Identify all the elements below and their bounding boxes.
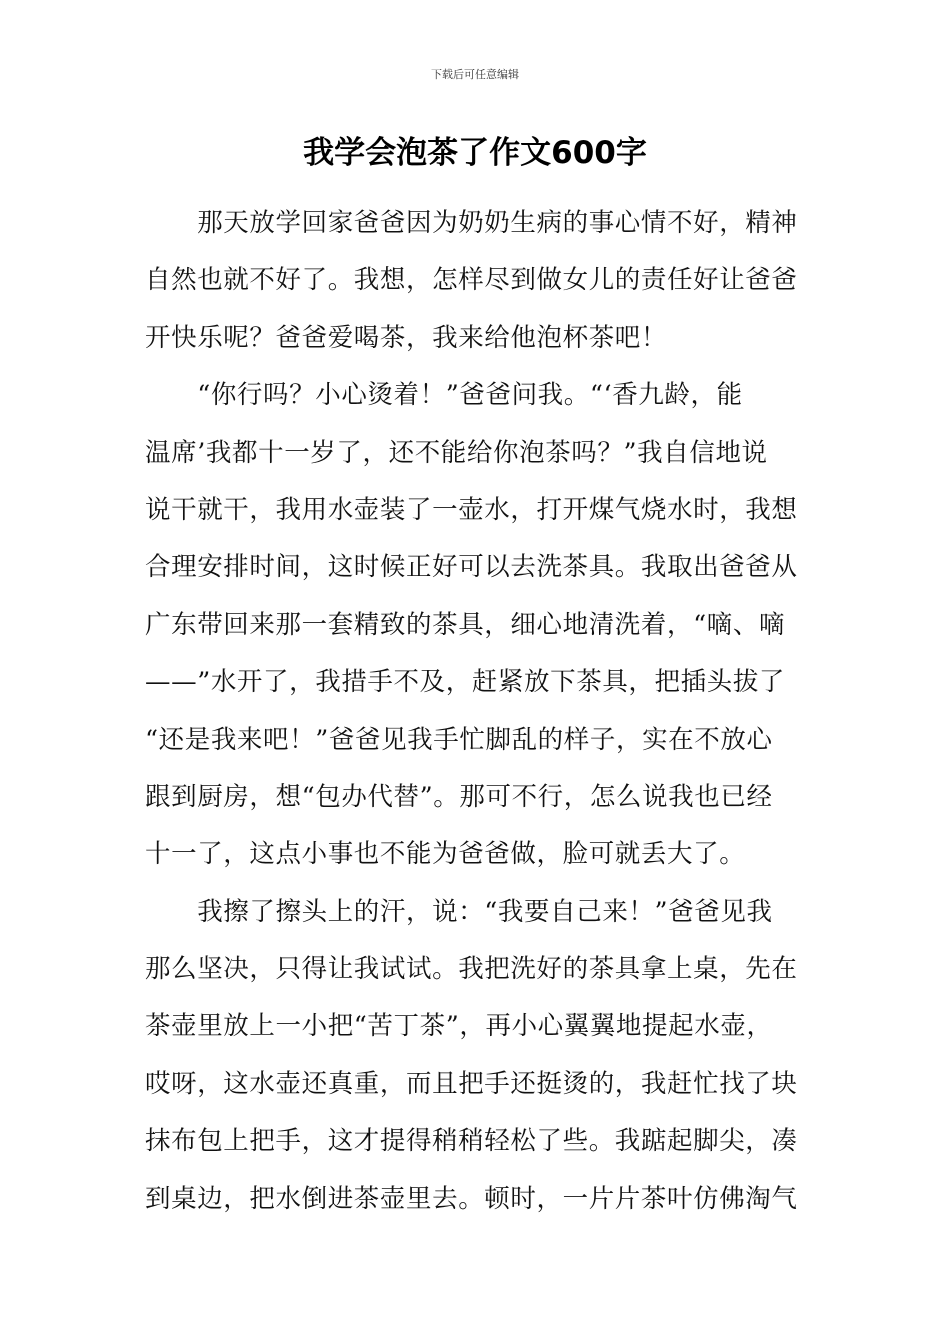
text-line: 我擦了擦头上的汗，说：“我要自己来！”爸爸见我 xyxy=(145,896,773,927)
text-line: 哎呀，这水壶还真重，而且把手还挺烫的，我赶忙找了块 xyxy=(145,1068,798,1099)
text-line: “你行吗？小心烫着！”爸爸问我。“‘香九龄，能 xyxy=(145,380,743,411)
document-body xyxy=(145,195,807,1228)
text-line: 合理安排时间，这时候正好可以去洗茶具。我取出爸爸从 xyxy=(145,552,798,583)
text-line: 十一了，这点小事也不能为爸爸做，脸可就丢大了。 xyxy=(145,839,746,870)
text-line: 那天放学回家爸爸因为奶奶生病的事心情不好，精神 xyxy=(145,208,798,238)
header-note: 下载后可任意编辑 xyxy=(431,68,519,81)
document-title: 我学会泡茶了作文600字 xyxy=(303,135,647,171)
text-line: 说干就干，我用水壶装了一壶水，打开煤气烧水时，我想 xyxy=(145,494,798,525)
text-line: 温席’我都十一岁了，还不能给你泡茶吗？”我自信地说 xyxy=(145,437,768,468)
text-line: ——”水开了，我措手不及，赶紧放下茶具，把插头拔了 xyxy=(145,667,786,698)
text-line: “还是我来吧！”爸爸见我手忙脚乱的样子，实在不放心 xyxy=(145,724,773,755)
text-line: 自然也就不好了。我想，怎样尽到做女儿的责任好让爸爸 xyxy=(145,265,798,296)
text-line: 抹布包上把手，这才提得稍稍轻松了些。我踮起脚尖，凑 xyxy=(145,1126,798,1157)
text-line: 那么坚决，只得让我试试。我把洗好的茶具拿上桌，先在 xyxy=(145,954,798,985)
text-line: 开快乐呢？爸爸爱喝茶，我来给他泡杯茶吧！ xyxy=(145,322,668,353)
text-line: 到桌边，把水倒进茶壶里去。顿时，一片片茶叶仿佛淘气 xyxy=(145,1183,798,1214)
text-line: 跟到厨房，想“包办代替”。那可不行，怎么说我也已经 xyxy=(145,781,773,812)
text-line: 广东带回来那一套精致的茶具，细心地清洗着，“嘀、嘀 xyxy=(145,609,786,640)
text-line: 茶壶里放上一小把“苦丁茶”，再小心翼翼地提起水壶， xyxy=(145,1011,773,1042)
